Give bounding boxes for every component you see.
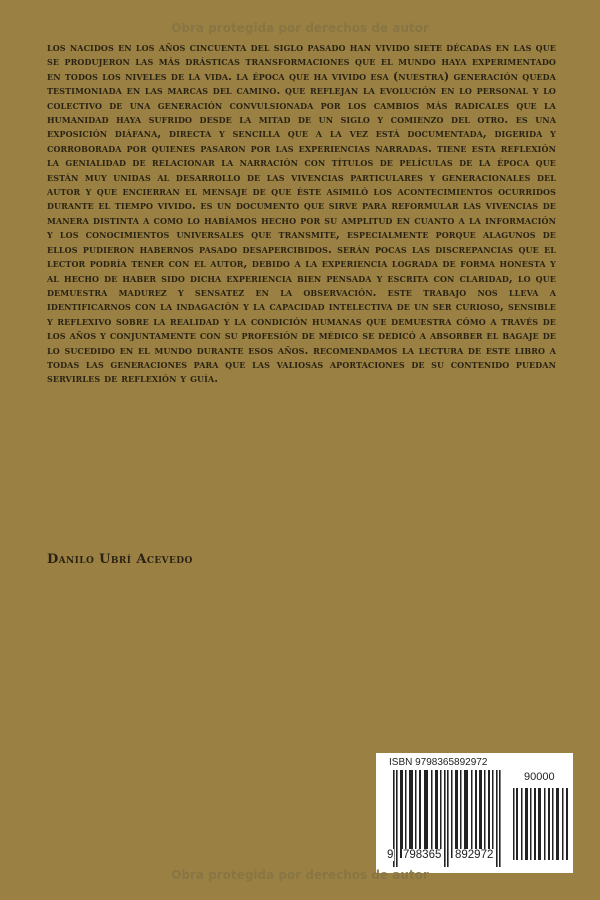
- blurb-signature: Danilo Ubrí Acevedo: [47, 552, 193, 567]
- copyright-watermark-bottom: Obra protegida por derechos de autor: [171, 868, 429, 882]
- addon-price-code: 90000: [524, 771, 555, 783]
- copyright-watermark-top: Obra protegida por derechos de autor: [171, 21, 429, 35]
- back-cover-blurb: los nacidos en los años cincuenta del siglo pasado han vivido siete décadas en las que se produjeron las más drásticas transformaciones que el mundo haya experimentado en todos los niveles de la vida. la época que ha vivido esa (nuestra) generación queda testimoniada en las marcas del camino. que reflejan la evolución en lo personal y lo colectivo de una generación convulsionada por los cambios más radicales que la humanidad haya sufrido desde la mitad de un siglo y comienzo del otro. es una exposición diáfana, directa y sencilla que a la vez está documentada, digerida y corroborada por quienes pasaron por las experiencias narradas. tiene esta reflexión la genialidad de relacionar la narración con títulos de películas de la época que están muy unidas al desarrollo de las vivencias particulares y generacionales del autor y que encierran el mensaje de que éste asimiló los acontecimientos ocurridos durante el tiempo vivido. es un documento que sirve para reformular las vivencias de manera distinta a como lo habíamos hecho por su amplitud en cuanto a la información y los conocimientos universales que transmite, especialmente porque alagunos de ellos pudieron habernos pasado desapercibidos. serán pocas las discrepancias que el lector podría tener con el autor, debido a la experiencia lograda de forma honesta y al hecho de haber sido dicha experiencia bien pensada y escrita con claridad, lo que demuestra madurez y sensatez en la observación. este trabajo nos lleva a identificarnos con la indagación y la capacidad intelectiva de un ser curioso, sensible y reflexivo sobre la realidad y la condición humanas que demuestra cómo a través de los años y conjuntamente con su profesión de médico se dedicó a absorber el bagaje de lo sucedido en el mundo durante esos años. recomendamos la lectura de este libro a todas las generaciones para que las valiosas aportaciones de su contenido puedan servirles de reflexión y guía.: [47, 41, 556, 386]
- isbn-barcode: [376, 753, 573, 873]
- isbn-label: ISBN 9798365892972: [389, 757, 488, 768]
- barcode-digits-group2: 892972: [455, 849, 494, 861]
- barcode-digit-first: 9: [387, 849, 394, 861]
- barcode-digits-group1: 798365: [403, 849, 442, 861]
- addon-bars-icon: [513, 788, 569, 860]
